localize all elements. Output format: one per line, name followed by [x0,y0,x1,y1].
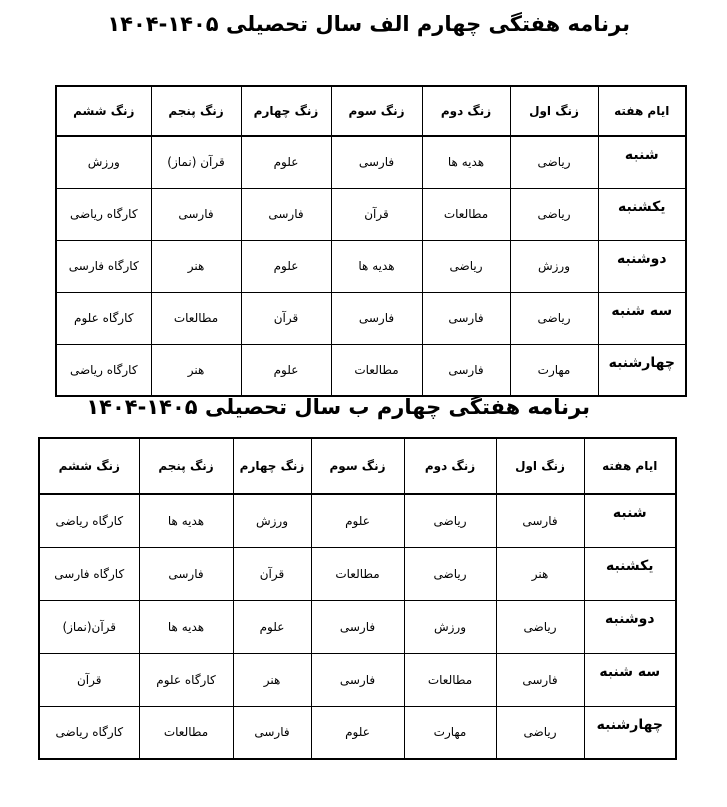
subject-cell: فارسی [496,494,584,547]
subject-cell: ریاضی [510,292,598,344]
subject-cell: علوم [241,136,331,188]
subject-cell: فارسی [233,706,311,759]
header-row [56,86,686,136]
subject-cell: فارسی [311,653,404,706]
schedule-a-table [55,85,687,397]
period-column-header: زنگ سوم [311,438,404,494]
subject-cell: فارسی [311,600,404,653]
subject-cell: ورزش [56,136,151,188]
period-column-header: زنگ سوم [331,86,422,136]
subject-cell: ریاضی [510,188,598,240]
subject-cell: کارگاه فارسی [56,240,151,292]
subject-cell: ورزش [233,494,311,547]
subject-cell: هنر [151,344,241,396]
day-cell: دوشنبه [598,240,686,292]
day-cell: شنبه [584,494,676,547]
subject-cell: مهارت [510,344,598,396]
subject-cell: هنر [233,653,311,706]
period-column-header: زنگ ششم [39,438,139,494]
day-column-header: ایام هفته [598,86,686,136]
subject-cell: فارسی [331,136,422,188]
header-row [39,438,676,494]
subject-cell: کارگاه فارسی [39,547,139,600]
period-column-header: زنگ پنجم [151,86,241,136]
subject-cell: مطالعات [311,547,404,600]
subject-cell: علوم [233,600,311,653]
subject-cell: ریاضی [496,706,584,759]
subject-cell: فارسی [422,292,510,344]
period-column-header: زنگ اول [510,86,598,136]
subject-cell: ورزش [510,240,598,292]
subject-cell: مطالعات [151,292,241,344]
period-column-header: زنگ پنجم [139,438,233,494]
table-row [56,188,686,240]
period-column-header: زنگ دوم [404,438,496,494]
subject-cell: علوم [311,494,404,547]
subject-cell: قرآن [241,292,331,344]
subject-cell: قرآن [39,653,139,706]
period-column-header: زنگ ششم [56,86,151,136]
subject-cell: قرآن [331,188,422,240]
day-cell: سه شنبه [598,292,686,344]
subject-cell: ریاضی [496,600,584,653]
subject-cell: کارگاه علوم [139,653,233,706]
day-cell: سه شنبه [584,653,676,706]
subject-cell: هدیه ها [139,600,233,653]
subject-cell: قرآن [233,547,311,600]
subject-cell: فارسی [139,547,233,600]
schedule-b-table [38,437,677,760]
table-row [56,344,686,396]
table-row [56,136,686,188]
subject-cell: قرآن (نماز) [151,136,241,188]
subject-cell: کارگاه علوم [56,292,151,344]
table-row [39,600,676,653]
day-column-header: ایام هفته [584,438,676,494]
day-cell: یکشنبه [584,547,676,600]
schedule-a-title: برنامه هفتگی چهارم الف سال تحصیلی ۱۴۰۵-۱۴۰۴ [107,12,630,36]
subject-cell: ریاضی [404,494,496,547]
subject-cell: ریاضی [404,547,496,600]
subject-cell: هدیه ها [422,136,510,188]
subject-cell: فارسی [331,292,422,344]
table-row [56,292,686,344]
subject-cell: ورزش [404,600,496,653]
subject-cell: کارگاه ریاضی [39,706,139,759]
subject-cell: هدیه ها [139,494,233,547]
table-row [39,706,676,759]
day-cell: یکشنبه [598,188,686,240]
subject-cell: علوم [241,240,331,292]
day-cell: چهارشنبه [584,706,676,759]
subject-cell: هنر [496,547,584,600]
table-row [39,547,676,600]
subject-cell: هنر [151,240,241,292]
subject-cell: فارسی [151,188,241,240]
subject-cell: مطالعات [331,344,422,396]
schedule-b-title: برنامه هفتگی چهارم ب سال تحصیلی ۱۴۰۵-۱۴۰۴ [86,395,590,419]
subject-cell: فارسی [241,188,331,240]
subject-cell: کارگاه ریاضی [56,344,151,396]
period-column-header: زنگ اول [496,438,584,494]
subject-cell: علوم [241,344,331,396]
subject-cell: مطالعات [422,188,510,240]
subject-cell: ریاضی [510,136,598,188]
day-cell: دوشنبه [584,600,676,653]
subject-cell: مطالعات [404,653,496,706]
table-row [39,653,676,706]
subject-cell: هدیه ها [331,240,422,292]
table-row [39,494,676,547]
subject-cell: ریاضی [422,240,510,292]
period-column-header: زنگ چهارم [233,438,311,494]
period-column-header: زنگ دوم [422,86,510,136]
day-cell: چهارشنبه [598,344,686,396]
subject-cell: مهارت [404,706,496,759]
subject-cell: مطالعات [139,706,233,759]
subject-cell: فارسی [496,653,584,706]
period-column-header: زنگ چهارم [241,86,331,136]
table-row [56,240,686,292]
subject-cell: کارگاه ریاضی [56,188,151,240]
subject-cell: فارسی [422,344,510,396]
subject-cell: کارگاه ریاضی [39,494,139,547]
subject-cell: علوم [311,706,404,759]
day-cell: شنبه [598,136,686,188]
subject-cell: قرآن(نماز) [39,600,139,653]
